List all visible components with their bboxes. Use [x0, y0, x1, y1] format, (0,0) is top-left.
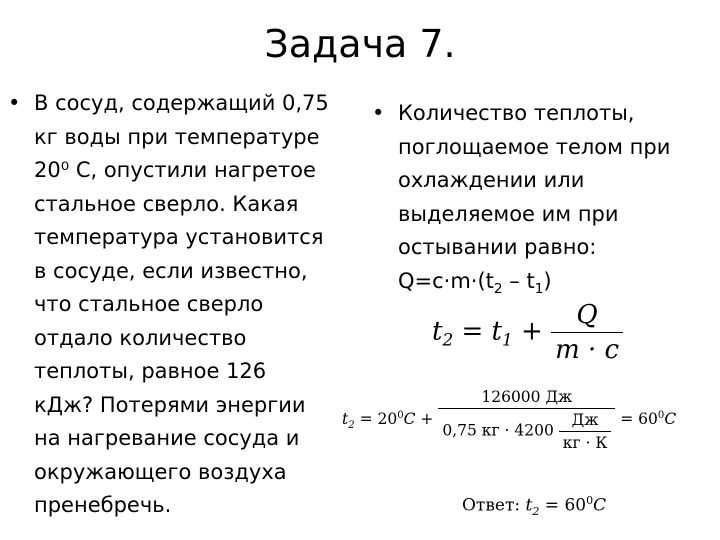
heat-formula: $Q=c\cdot m\cdot(t_2 - t_1)$: [398, 268, 552, 297]
heat-explanation: [372, 97, 717, 306]
bullet: •: [372, 101, 385, 125]
bullet: •: [8, 91, 21, 115]
explanation-text: Количество теплоты, поглощаемое телом при охлаждении или выделяемое им при остывании равно:: [398, 101, 671, 259]
fraction: 126000 Дж 0,75 кг · 4200 $\frac{Дж}{кг \cdot К}$: [438, 388, 615, 452]
answer: Ответ: $t_2 = 60^0C$: [462, 494, 607, 519]
slide-title: Задача 7.: [264, 22, 456, 66]
formula-t2: $t_2 = t_1$ + $\frac{Q}{m \cdot c}$: [432, 300, 623, 365]
problem-statement: [8, 87, 353, 523]
unit-fraction: $\frac{Дж}{кг \cdot К}$: [559, 411, 612, 452]
fraction: $\frac{Q}{m \cdot c}$: [551, 300, 623, 365]
formula-calculation: $t_2 = 20^0C$ + 126000 Дж 0,75 кг · 4200 $\frac{Дж}{кг \cdot К}$ = $60^0C$: [342, 388, 677, 452]
problem-text: В сосуд, содержащий 0,75 кг воды при температуре 20⁰ С, опустили нагретое стальное сверло. Какая температура установится в сосуде, если известно, что стальное сверло отдало количество теплоты, равное 126 кДж? Потерями энергии на нагревание сосуда и окружающего воздуха пренебречь.: [34, 91, 329, 517]
